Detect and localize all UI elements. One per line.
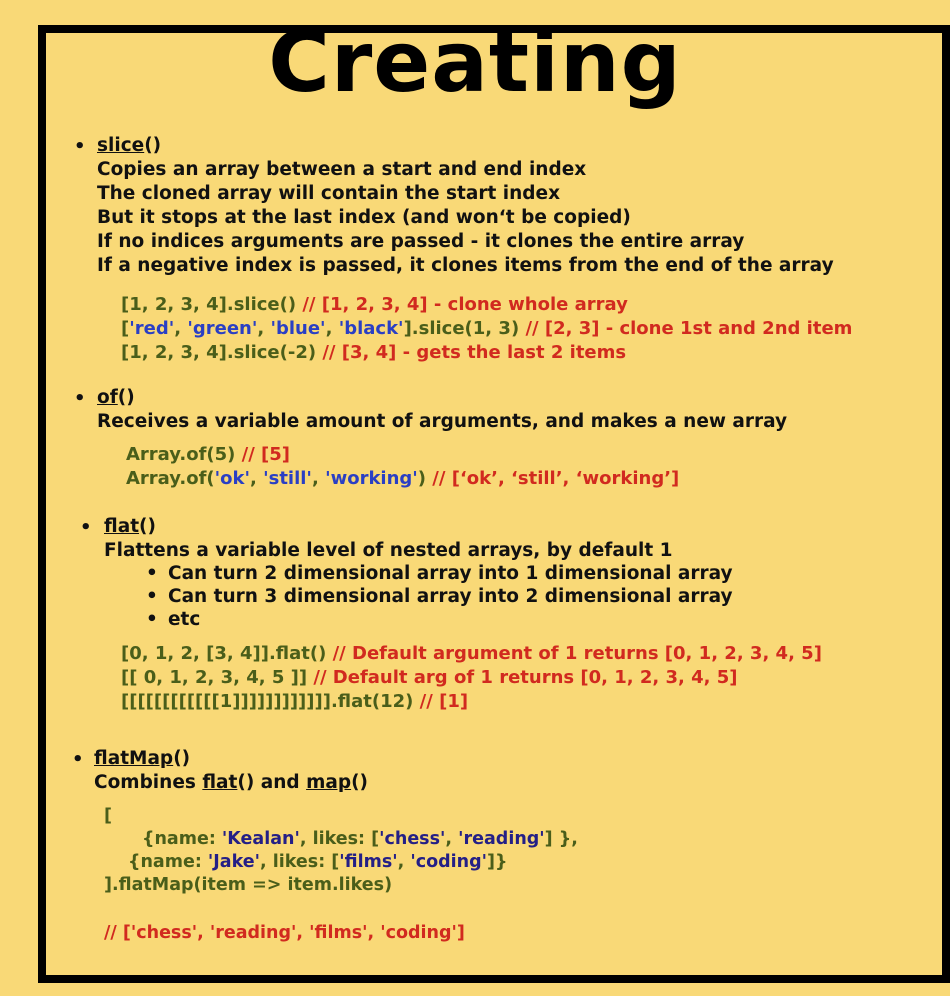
flatmap-link[interactable]: flatMap	[94, 748, 174, 769]
slice-desc-1: Copies an array between a start and end index	[97, 159, 587, 180]
bullet-flat: •	[80, 517, 92, 538]
flat-ref-link[interactable]: flat	[202, 772, 238, 793]
flatmap-result: // ['chess', 'reading', 'films', 'coding']	[104, 923, 465, 943]
section-of	[97, 386, 787, 434]
flat-link[interactable]: flat	[104, 516, 140, 537]
flatmap-code-line-1: [	[104, 806, 112, 826]
flatmap-desc: Combines flat() and map()	[94, 772, 369, 793]
flat-code-line-1: [0, 1, 2, [3, 4]].flat() // Default argument of 1 returns [0, 1, 2, 3, 4, 5]	[121, 643, 822, 664]
page-title: Creating	[268, 13, 682, 111]
bullet-of: •	[74, 388, 86, 409]
flatmap-code	[104, 805, 578, 897]
flat-bullet-3: • etc	[146, 609, 201, 630]
flat-parens: ()	[139, 516, 156, 537]
map-ref-link[interactable]: map	[306, 772, 352, 793]
slice-desc-4: If no indices arguments are passed - it clones the entire array	[97, 231, 745, 252]
slice-parens: ()	[144, 135, 162, 156]
of-code-line-2: Array.of('ok', 'still', 'working') // [‘ok’, ‘still’, ‘working’]	[126, 468, 680, 489]
flatmap-code-line-4: ].flatMap(item => item.likes)	[104, 875, 393, 895]
slice-desc-5: If a negative index is passed, it clones items from the end of the array	[97, 255, 834, 276]
of-link[interactable]: of	[97, 387, 118, 408]
of-desc-1: Receives a variable amount of arguments, and makes a new array	[97, 411, 788, 432]
slice-code-line-2: ['red', 'green', 'blue', 'black'].slice(1, 3) // [2, 3] - clone 1st and 2nd item	[121, 318, 853, 339]
of-code-line-1: Array.of(5) // [5]	[126, 444, 291, 465]
flatmap-code-line-2: {name: 'Kealan', likes: ['chess', 'reading'] },	[142, 829, 578, 849]
slice-code-line-3: [1, 2, 3, 4].slice(-2) // [3, 4] - gets the last 2 items	[121, 342, 627, 363]
flat-bullet-2: • Can turn 3 dimensional array into 2 dimensional array	[146, 586, 733, 607]
flat-bullets	[146, 562, 733, 631]
section-flat	[104, 515, 673, 563]
slice-code-line-1: [1, 2, 3, 4].slice() // [1, 2, 3, 4] - clone whole array	[121, 294, 628, 315]
flatmap-parens: ()	[173, 748, 191, 769]
of-code	[126, 443, 679, 491]
slice-desc-2: The cloned array will contain the start index	[97, 183, 561, 204]
slice-link[interactable]: slice	[97, 135, 145, 156]
flat-desc-1: Flattens a variable level of nested arrays, by default 1	[104, 540, 673, 561]
flat-code-line-2: [[ 0, 1, 2, 3, 4, 5 ]] // Default arg of 1 returns [0, 1, 2, 3, 4, 5]	[121, 667, 738, 688]
flatmap-code-line-3: {name: 'Jake', likes: ['films', 'coding']}	[128, 852, 508, 872]
flat-code	[121, 642, 822, 714]
of-parens: ()	[117, 387, 135, 408]
slice-desc-3: But it stops at the last index (and won‘t be copied)	[97, 207, 631, 228]
section-slice	[97, 134, 834, 278]
bullet-flatmap: •	[72, 749, 84, 770]
flat-code-line-3: [[[[[[[[[[[[1]]]]]]]]]]]].flat(12) // [1]	[121, 691, 469, 712]
bullet-slice: •	[74, 136, 86, 157]
flat-bullet-1: • Can turn 2 dimensional array into 1 dimensional array	[146, 563, 733, 584]
slice-code	[121, 293, 852, 365]
section-flatmap	[94, 747, 368, 795]
